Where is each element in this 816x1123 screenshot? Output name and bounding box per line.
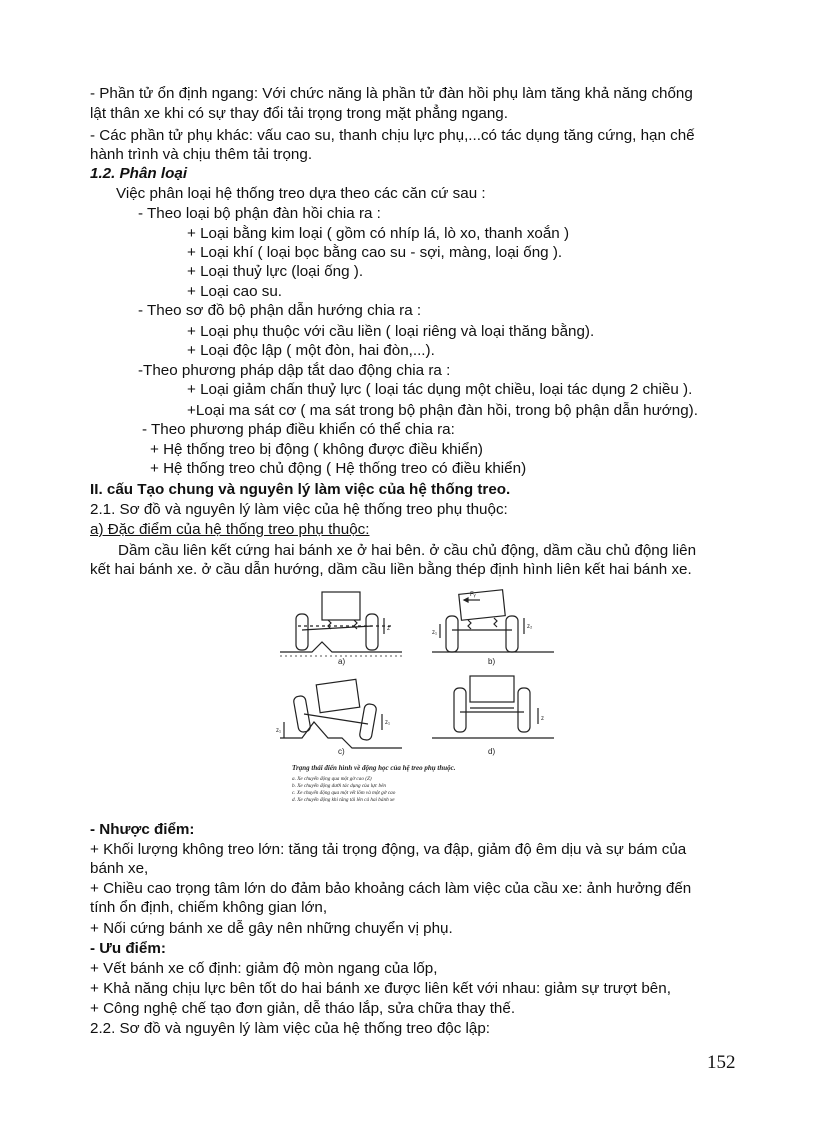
panel-label-c: c) — [338, 747, 345, 756]
z1-label: z₁ — [385, 720, 391, 726]
page-number: 152 — [707, 1052, 736, 1073]
z1-label: z₁ — [432, 630, 438, 636]
text-line: + Loại khí ( loại bọc bằng cao su - sợi, màng, loại ống ). — [187, 244, 563, 261]
figure-caption-line: a. Xe chuyển động qua một gờ cao (Z) — [292, 776, 372, 782]
panel-d-diagram — [432, 676, 554, 738]
text-line: + Loại bằng kim loại ( gồm có nhíp lá, lò xo, thanh xoắn ) — [187, 225, 570, 242]
text-line: + Công nghệ chế tạo đơn giản, dễ tháo lắp, sửa chữa thay thế. — [90, 1000, 516, 1017]
text-line: + Khả năng chịu lực bên tốt do hai bánh xe được liên kết với nhau: giảm sự trượt bên, — [90, 980, 671, 997]
panel-b-diagram — [432, 590, 554, 652]
text-line: 2.2. Sơ đồ và nguyên lý làm việc của hệ thống treo độc lập: — [90, 1020, 491, 1037]
panel-label-b: b) — [488, 657, 496, 666]
subsection-heading: a) Đặc điểm của hệ thống treo phụ thuộc: — [90, 521, 370, 538]
z2-label: z₂ — [527, 624, 533, 630]
figure-caption-title: Trạng thái điển hình về động học của hệ treo phụ thuộc. — [292, 764, 456, 772]
text-line: Việc phân loại hệ thống treo dựa theo các căn cứ sau : — [116, 185, 486, 202]
section-heading: 1.2. Phân loại — [90, 165, 188, 182]
text-line: - Theo sơ đồ bộ phận dẫn hướng chia ra : — [138, 302, 422, 319]
text-line: tính ổn định, chiếm không gian lớn, — [90, 899, 328, 916]
text-line: hành trình và chịu thêm tải trọng. — [90, 146, 313, 163]
text-line: + Hệ thống treo bị động ( không được điều khiển) — [150, 441, 483, 458]
panel-label-d: d) — [488, 747, 496, 756]
panel-a-diagram — [280, 592, 402, 656]
chapter-heading: II. cấu Tạo chung và nguyên lý làm việc của hệ thống treo. — [90, 481, 511, 498]
text-line: - Theo phương pháp điều khiển có thể chia ra: — [142, 421, 455, 438]
text-line: + Loại độc lập ( một đòn, hai đòn,...). — [187, 342, 435, 359]
text-line: Dầm cầu liên kết cứng hai bánh xe ở hai bên. ở cầu chủ động, dầm cầu chủ động liên — [118, 542, 697, 559]
text-line: + Loại phụ thuộc với cầu liền ( loại riêng và loại thăng bằng). — [187, 323, 595, 340]
text-line: + Khối lượng không treo lớn: tăng tải trọng động, va đập, giảm độ êm dịu và sự bám của — [90, 841, 687, 858]
text-line: lật thân xe khi có sự thay đổi tải trọng trong mặt phẳng ngang. — [90, 105, 508, 122]
suspension-figure — [272, 582, 564, 814]
text-line: + Loại cao su. — [187, 283, 282, 300]
text-line: bánh xe, — [90, 860, 149, 877]
figure-caption-line: d. Xe chuyển động khi tăng tải lên cả hai bánh xe — [292, 797, 395, 803]
text-line: + Loại giảm chấn thuỷ lực ( loại tác dụng một chiều, loại tác dụng 2 chiều ). — [187, 381, 693, 398]
disadvantages-heading: - Nhược điểm: — [90, 821, 195, 838]
text-line: + Chiều cao trọng tâm lớn do đảm bảo khoảng cách làm việc của cầu xe: ảnh hưởng đến — [90, 880, 692, 897]
text-line: - Phần tử ổn định ngang: Với chức năng là phần tử đàn hồi phụ làm tăng khả năng chống — [90, 85, 693, 102]
text-line: -Theo phương pháp dập tắt dao động chia ra : — [138, 362, 451, 379]
text-line: 2.1. Sơ đồ và nguyên lý làm việc của hệ thống treo phụ thuộc: — [90, 501, 508, 518]
text-line: - Theo loại bộ phận đàn hồi chia ra : — [138, 205, 381, 222]
advantages-heading: - Ưu điểm: — [90, 940, 166, 957]
text-line: kết hai bánh xe. ở cầu dẫn hướng, dầm cầu liền bằng thép định hình liên kết hai bánh xe. — [90, 561, 692, 578]
text-line: + Loại thuỷ lực (loại ống ). — [187, 263, 364, 280]
text-line: + Vết bánh xe cố định: giảm độ mòn ngang của lốp, — [90, 960, 438, 977]
z1-label: z₁ — [276, 728, 282, 734]
text-line: - Các phần tử phụ khác: vấu cao su, thanh chịu lực phụ,...có tác dụng tăng cứng, hạn chế — [90, 127, 695, 144]
panel-c-diagram — [280, 679, 402, 748]
force-label: Fᵧ — [470, 592, 476, 598]
z-label: z — [541, 716, 544, 722]
text-line: + Nối cứng bánh xe dễ gây nên những chuyển vị phụ. — [90, 920, 453, 937]
text-line: +Loại ma sát cơ ( ma sát trong bộ phận đàn hồi, trong bộ phận dẫn hướng). — [187, 402, 698, 419]
text-line: + Hệ thống treo chủ động ( Hệ thống treo có điều khiển) — [150, 460, 527, 477]
figure-caption-line: b. Xe chuyển động dưới tác dụng của lực bên — [292, 783, 386, 789]
panel-label-a: a) — [338, 657, 346, 666]
z-label: z — [387, 626, 390, 632]
figure-caption-line: c. Xe chuyển động qua một vết lõm và một gờ cao — [292, 790, 396, 796]
